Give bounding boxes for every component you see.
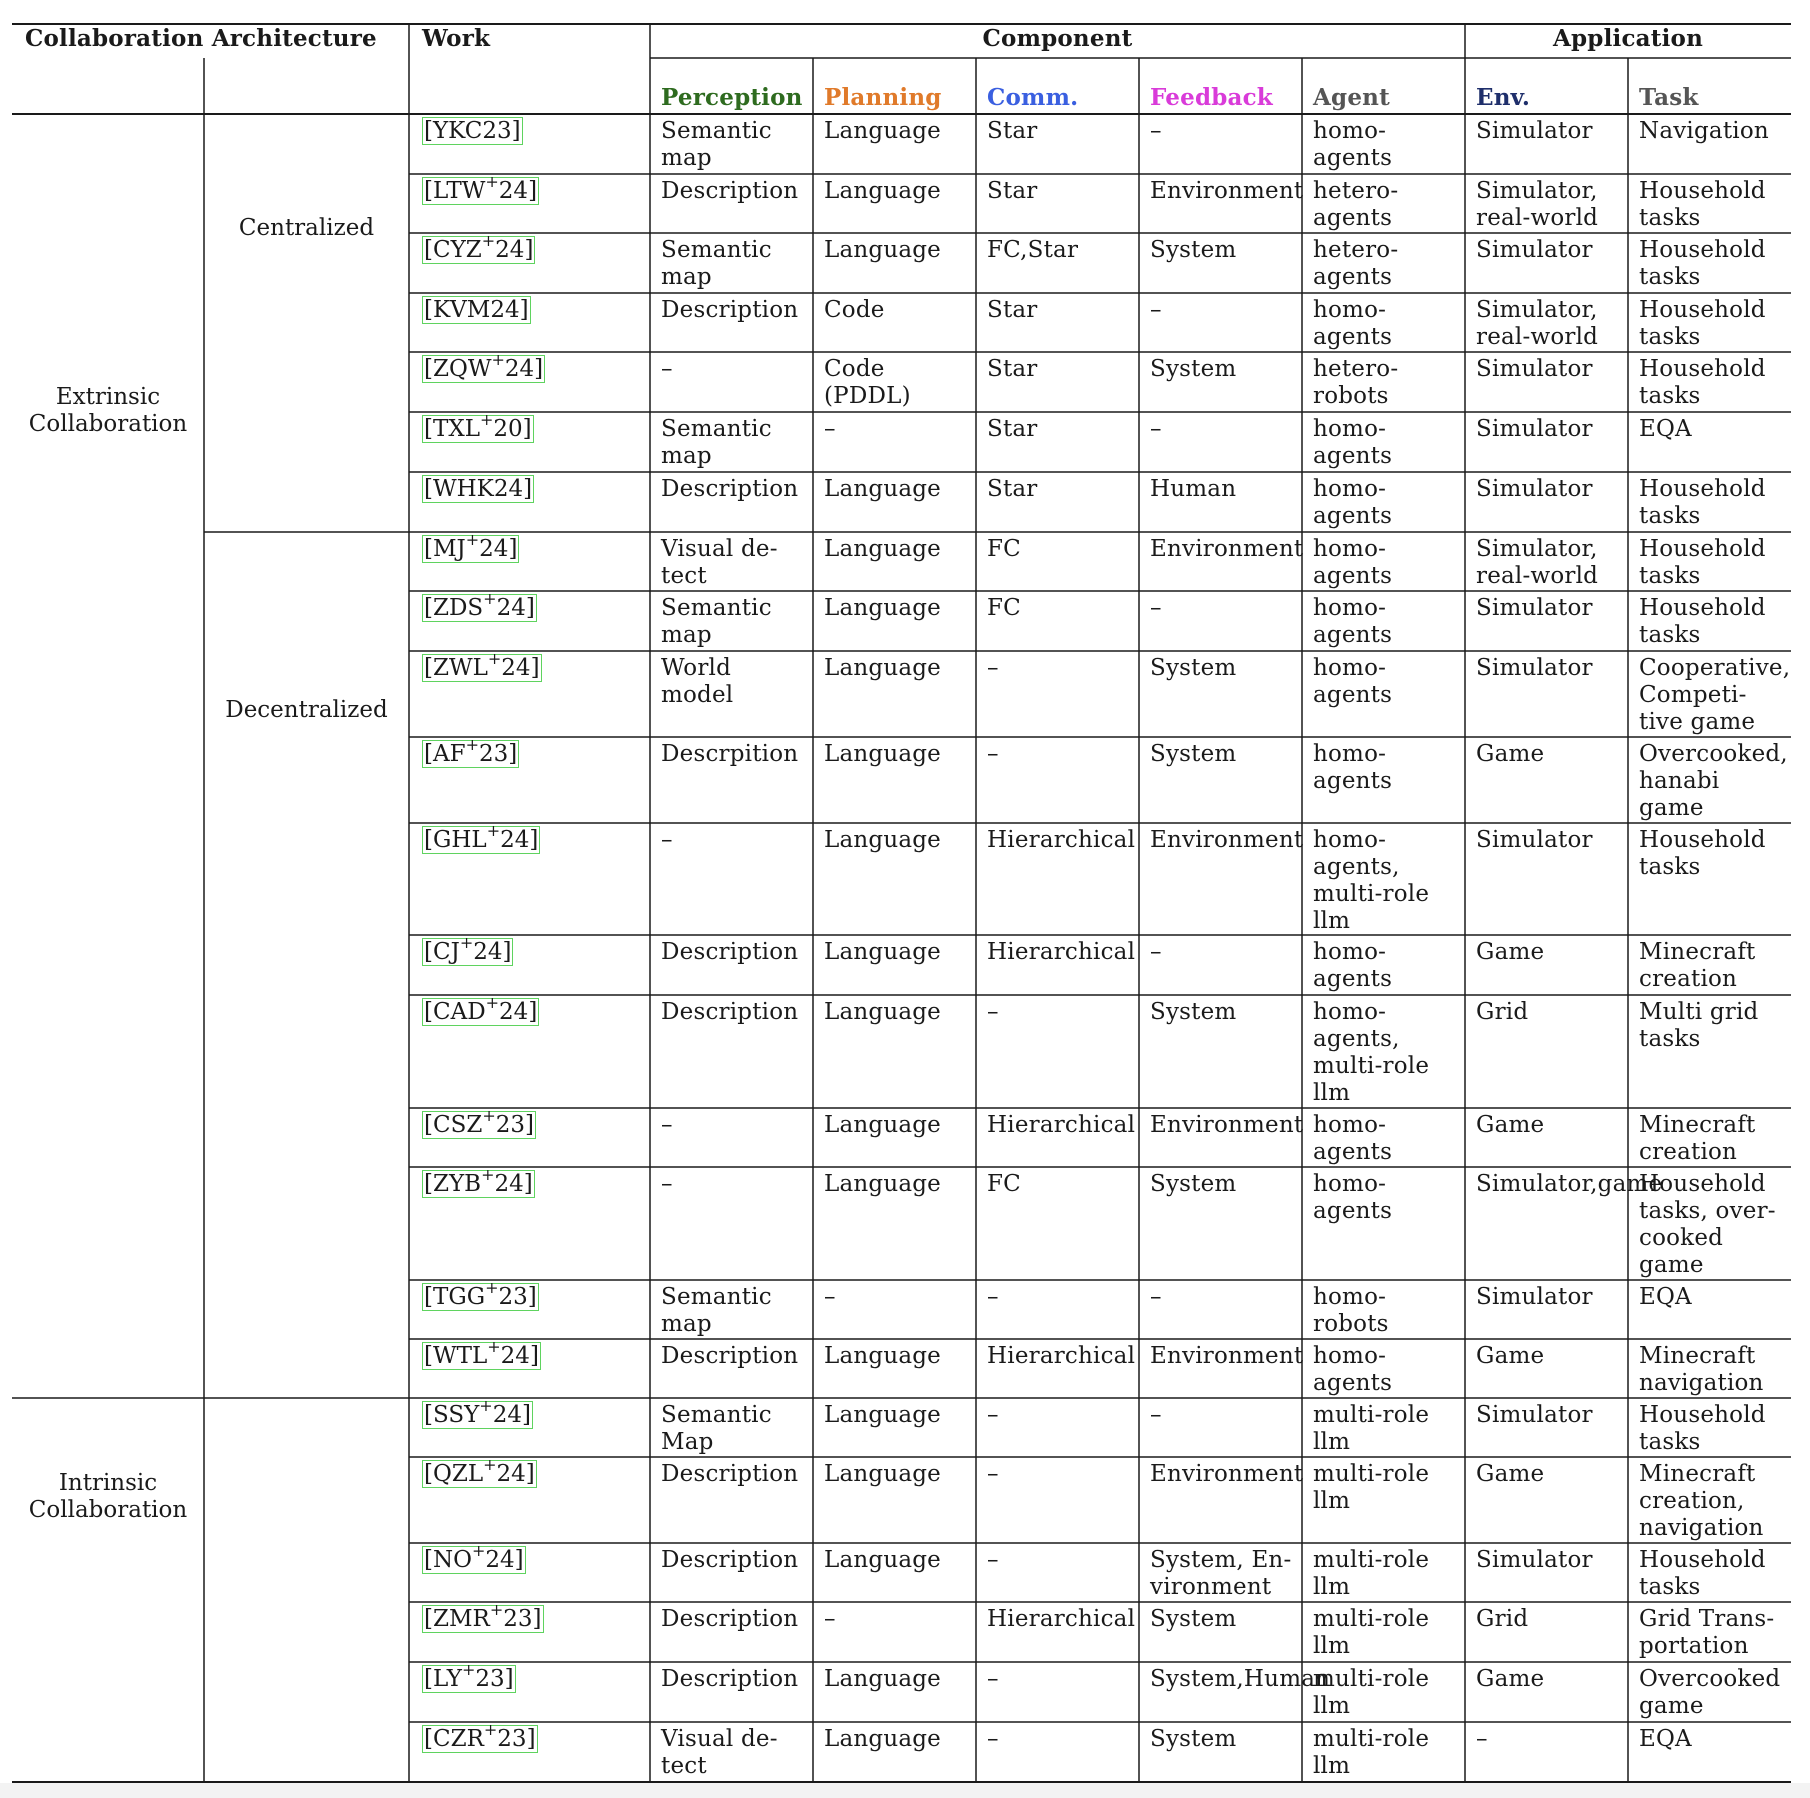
table-cell: Language — [824, 999, 941, 1025]
table-cell: – — [1150, 1402, 1162, 1428]
table-cell: Language — [824, 178, 941, 204]
table-cell: Game — [1476, 939, 1545, 965]
table-cell: – — [824, 416, 836, 442]
table-cell: Simulator, real-world — [1476, 297, 1599, 350]
citation-key: ZDS — [432, 595, 484, 621]
citation-box[interactable]: [MJ+24] — [424, 530, 518, 562]
citation-link[interactable] — [422, 933, 513, 966]
citation-box[interactable]: [WHK24] — [424, 476, 533, 502]
column-header-agent: Agent — [1313, 84, 1390, 111]
table-cell: Language — [824, 1112, 941, 1138]
citation-box[interactable]: [NO+24] — [424, 1541, 524, 1573]
citation-box[interactable]: [ZDS+24] — [424, 589, 535, 621]
citation-link[interactable] — [422, 231, 535, 264]
table-cell: Language — [824, 237, 941, 263]
table-cell: multi-role llm — [1313, 1461, 1430, 1514]
table-cell: homo- agents — [1313, 118, 1393, 171]
table-cell: EQA — [1639, 416, 1692, 442]
citation-link[interactable] — [422, 821, 540, 854]
citation-link[interactable] — [422, 118, 523, 145]
citation-key: LTW — [432, 178, 486, 204]
column-header-comm: Comm. — [987, 84, 1079, 111]
table-cell: EQA — [1639, 1284, 1692, 1310]
table-cell: – — [1150, 297, 1162, 323]
citation-box[interactable]: [CSZ+23] — [424, 1106, 534, 1138]
table-cell: – — [1476, 1726, 1488, 1752]
citation-superscript: + — [465, 735, 479, 755]
table-cell: Language — [824, 1171, 941, 1197]
table-cell: – — [1150, 118, 1162, 144]
table-cell: Descrpition — [661, 741, 799, 767]
table-cell: FC — [987, 536, 1021, 562]
table-cell: hetero- agents — [1313, 237, 1399, 290]
citation-superscript: + — [483, 589, 497, 609]
citation-key: ZMR — [432, 1606, 490, 1632]
table-cell: Visual de- tect — [661, 536, 778, 589]
table-cell: Semantic map — [661, 595, 772, 648]
table-cell: Star — [987, 356, 1038, 382]
table-cell: Description — [661, 1461, 799, 1487]
column-header-perception: Perception — [661, 84, 803, 111]
table-cell: – — [1150, 939, 1162, 965]
table-cell: – — [987, 1666, 999, 1692]
citation-key: CSZ — [432, 1112, 483, 1138]
table-cell: Overcooked game — [1639, 1666, 1781, 1719]
citation-superscript: + — [465, 530, 480, 550]
citation-superscript: + — [471, 1541, 486, 1561]
citation-link[interactable] — [422, 1106, 536, 1139]
citation-superscript: + — [482, 1106, 496, 1126]
citation-year: 24 — [494, 1171, 524, 1197]
table-cell: Environment — [1150, 1461, 1304, 1487]
citation-year: 23 — [497, 1726, 527, 1752]
citation-year: 24 — [499, 999, 529, 1025]
table-cell: Simulator, real-world — [1476, 178, 1599, 231]
citation-box[interactable]: [CAD+24] — [424, 993, 538, 1025]
citation-superscript: + — [485, 993, 500, 1013]
table-cell: homo- agents, multi-role llm — [1313, 827, 1430, 934]
table-cell: multi-role llm — [1313, 1726, 1430, 1779]
table-cell: Language — [824, 536, 941, 562]
table-cell: Code — [824, 297, 885, 323]
citation-key: KVM24 — [432, 297, 520, 323]
citation-link[interactable] — [422, 1455, 537, 1488]
table-cell: Cooperative, Competi- tive game — [1639, 655, 1791, 735]
citation-key: CZR — [432, 1726, 484, 1752]
citation-link[interactable] — [422, 589, 537, 622]
citation-key: WHK24 — [432, 476, 524, 502]
citation-year: 23 — [498, 1284, 528, 1310]
citation-superscript: + — [487, 649, 502, 669]
citation-box[interactable]: [ZMR+23] — [424, 1600, 542, 1632]
citation-link[interactable] — [422, 1660, 516, 1693]
citation-link[interactable] — [422, 1720, 538, 1753]
citation-key: CYZ — [432, 237, 482, 263]
table-cell: multi-role llm — [1313, 1402, 1430, 1455]
table-cell: Household tasks — [1639, 595, 1766, 648]
table-cell: Multi grid tasks — [1639, 999, 1759, 1052]
citation-year: 24 — [500, 1343, 530, 1369]
citation-key: ZWL — [432, 655, 488, 681]
citation-superscript: + — [481, 231, 496, 251]
table-cell: multi-role llm — [1313, 1666, 1430, 1719]
citation-link[interactable] — [422, 1278, 539, 1311]
table-cell: Grid Trans- portation — [1639, 1606, 1775, 1659]
citation-superscript: + — [485, 172, 499, 192]
citation-key: NO — [432, 1547, 472, 1573]
table-cell: Household tasks — [1639, 297, 1766, 350]
table-cell: Description — [661, 297, 799, 323]
citation-key: CAD — [432, 999, 486, 1025]
citation-link[interactable] — [422, 410, 534, 443]
table-cell: homo- agents — [1313, 1171, 1393, 1224]
group-decentralized: Decentralized — [225, 697, 388, 723]
table-cell: Household tasks — [1639, 536, 1766, 589]
table-cell: multi-role llm — [1313, 1547, 1430, 1600]
table-cell: Description — [661, 1606, 799, 1632]
citation-superscript: + — [486, 821, 501, 841]
citation-box[interactable]: [ZYB+24] — [424, 1165, 533, 1197]
table-cell: Human — [1150, 476, 1237, 502]
citation-year: 24 — [479, 536, 509, 562]
table-cell: System — [1150, 1726, 1237, 1752]
table-cell: – — [661, 1171, 673, 1197]
table-cell: – — [661, 827, 673, 853]
group-intrinsic-collaboration: Intrinsic Collaboration — [28, 1470, 188, 1523]
citation-year: 24 — [496, 595, 526, 621]
citation-superscript: + — [483, 1455, 497, 1475]
citation-box[interactable]: [LY+23] — [424, 1660, 514, 1692]
citation-year: 24 — [501, 655, 531, 681]
citation-box[interactable]: [CYZ+24] — [424, 231, 534, 263]
table-cell: Simulator — [1476, 827, 1593, 853]
table-cell: Household tasks — [1639, 476, 1766, 529]
citation-year: 24 — [498, 178, 529, 204]
table-cell: Household tasks — [1639, 1402, 1766, 1455]
table-cell: Simulator — [1476, 1402, 1593, 1428]
table-cell: homo- agents — [1313, 416, 1393, 469]
table-cell: – — [661, 356, 673, 382]
table-cell: Language — [824, 595, 941, 621]
table-cell: Language — [824, 1343, 941, 1369]
header-work: Work — [422, 25, 491, 52]
table-cell: Hierarchical — [987, 1606, 1136, 1632]
table-cell: – — [824, 1606, 836, 1632]
table-cell: – — [987, 1402, 999, 1428]
citation-box[interactable]: [KVM24] — [424, 297, 529, 323]
table-cell: Language — [824, 118, 941, 144]
table-cell: FC,Star — [987, 237, 1079, 263]
citation-link[interactable] — [422, 1396, 533, 1429]
citation-year: 24 — [500, 827, 530, 853]
citation-link[interactable] — [422, 172, 539, 205]
citation-superscript: + — [479, 1396, 493, 1416]
table-cell: Minecraft creation, navigation — [1639, 1461, 1764, 1541]
citation-box[interactable]: [WTL+24] — [424, 1337, 539, 1369]
citation-key: TXL — [432, 416, 480, 442]
table-cell: Simulator — [1476, 1284, 1593, 1310]
table-cell: World model — [661, 655, 734, 708]
citation-box[interactable]: [TXL+20] — [424, 410, 532, 442]
table-cell: – — [1150, 595, 1162, 621]
group-centralized: Centralized — [238, 215, 375, 241]
table-cell: Language — [824, 827, 941, 853]
table-cell: homo- agents, multi-role llm — [1313, 999, 1430, 1106]
header-application: Application — [1552, 25, 1703, 52]
table-cell: Overcooked, hanabi game — [1639, 741, 1788, 821]
table-cell: Description — [661, 476, 799, 502]
citation-key: YKC23 — [432, 118, 512, 144]
table-cell: – — [987, 1547, 999, 1573]
citation-box[interactable]: [CJ+24] — [424, 933, 512, 965]
table-cell: Language — [824, 1461, 941, 1487]
citation-superscript: + — [485, 1278, 499, 1298]
table-cell: Simulator — [1476, 416, 1593, 442]
citation-box[interactable]: [LTW+24] — [424, 172, 538, 204]
table-cell: Environment — [1150, 178, 1304, 204]
table-cell: – — [987, 1461, 999, 1487]
table-cell: homo- agents — [1313, 297, 1393, 350]
table-cell: Semantic map — [661, 237, 772, 290]
table-cell: System — [1150, 1606, 1237, 1632]
citation-year: 24 — [504, 356, 535, 382]
citation-superscript: + — [489, 1600, 504, 1620]
group-extrinsic-collaboration: Extrinsic Collaboration — [28, 384, 188, 437]
citation-box[interactable]: [TGG+23] — [424, 1278, 537, 1310]
table-cell: – — [1150, 416, 1162, 442]
table-cell: – — [987, 741, 999, 767]
table-cell: Simulator,game — [1476, 1171, 1663, 1197]
citation-box[interactable]: [YKC23] — [424, 118, 521, 144]
citation-link[interactable] — [422, 476, 534, 503]
citation-year: 24 — [496, 1461, 526, 1487]
table-cell: Navigation — [1639, 118, 1769, 144]
table-cell: Language — [824, 476, 941, 502]
table-cell: Description — [661, 1547, 799, 1573]
citation-year: 20 — [493, 416, 523, 442]
table-cell: Language — [824, 741, 941, 767]
table-cell: Simulator — [1476, 237, 1593, 263]
citation-key: CJ — [432, 939, 460, 965]
table-cell: Language — [824, 1726, 941, 1752]
table-cell: Game — [1476, 1343, 1545, 1369]
table-cell: FC — [987, 595, 1021, 621]
column-header-task: Task — [1639, 84, 1699, 111]
citation-key: LY — [432, 1666, 462, 1692]
table-cell: hetero- agents — [1313, 178, 1399, 231]
citation-link[interactable] — [422, 1165, 535, 1198]
table-cell: System — [1150, 356, 1237, 382]
header-component: Component — [982, 25, 1133, 52]
citation-link[interactable] — [422, 1600, 544, 1633]
table-cell: System — [1150, 1171, 1237, 1197]
table-cell: Star — [987, 297, 1038, 323]
table-cell: homo- agents — [1313, 655, 1393, 708]
citation-key: WTL — [432, 1343, 488, 1369]
citation-box[interactable]: [ZQW+24] — [424, 350, 544, 382]
citation-year: 24 — [492, 1402, 522, 1428]
table-cell: Simulator — [1476, 1547, 1593, 1573]
citation-link[interactable] — [422, 297, 531, 324]
column-header-feedback: Feedback — [1150, 84, 1273, 111]
table-cell: Minecraft creation — [1639, 1112, 1756, 1165]
citation-box[interactable]: [CZR+23] — [424, 1720, 536, 1752]
table-cell: Grid — [1476, 999, 1529, 1025]
citation-year: 24 — [495, 237, 525, 263]
table-cell: System — [1150, 741, 1237, 767]
table-cell: Star — [987, 118, 1038, 144]
table-cell: Grid — [1476, 1606, 1529, 1632]
table-cell: homo- robots — [1313, 1284, 1389, 1337]
citation-box[interactable]: [GHL+24] — [424, 821, 539, 853]
citation-link[interactable] — [422, 350, 545, 383]
table-cell: Simulator, real-world — [1476, 536, 1599, 589]
table-cell: Semantic map — [661, 416, 772, 469]
table-cell: Simulator — [1476, 476, 1593, 502]
table-cell: Semantic Map — [661, 1402, 772, 1455]
table-cell: Game — [1476, 1666, 1545, 1692]
table-cell: homo- agents — [1313, 939, 1393, 992]
table-cell: Language — [824, 1402, 941, 1428]
column-header-planning: Planning — [824, 84, 942, 111]
table-cell: System — [1150, 237, 1237, 263]
citation-key: QZL — [432, 1461, 484, 1487]
citation-key: TGG — [432, 1284, 486, 1310]
table-cell: Star — [987, 476, 1038, 502]
table-cell: Simulator — [1476, 595, 1593, 621]
table-cell: homo- agents — [1313, 595, 1393, 648]
table-cell: System,Human — [1150, 1666, 1331, 1692]
column-header-env: Env. — [1476, 84, 1531, 111]
table-cell: multi-role llm — [1313, 1606, 1430, 1659]
table-cell: Star — [987, 416, 1038, 442]
table-cell: Environment — [1150, 827, 1304, 853]
citation-key: GHL — [432, 827, 487, 853]
citation-superscript: + — [461, 1660, 476, 1680]
citation-year: 24 — [485, 1547, 515, 1573]
table-cell: homo- agents — [1313, 476, 1393, 529]
table-cell: Environment — [1150, 1343, 1304, 1369]
table-cell: Hierarchical — [987, 827, 1136, 853]
table-cell: System — [1150, 655, 1237, 681]
table-cell: Minecraft creation — [1639, 939, 1756, 992]
table-cell: Household tasks — [1639, 827, 1766, 880]
table-cell: Description — [661, 999, 799, 1025]
table-cell: Language — [824, 655, 941, 681]
citation-superscript: + — [491, 350, 505, 370]
citation-year: 24 — [473, 939, 503, 965]
table-cell: Language — [824, 939, 941, 965]
table-cell: System — [1150, 999, 1237, 1025]
table-cell: homo- agents — [1313, 536, 1393, 589]
citation-superscript: + — [459, 933, 474, 953]
citation-box[interactable]: [ZWL+24] — [424, 649, 540, 681]
table-cell: Hierarchical — [987, 939, 1136, 965]
table-cell: Simulator — [1476, 655, 1593, 681]
table-cell: hetero- robots — [1313, 356, 1399, 409]
citation-link[interactable] — [422, 1541, 526, 1574]
citation-box[interactable]: [AF+23] — [424, 735, 518, 767]
table-cell: – — [987, 999, 999, 1025]
table-cell: – — [824, 1284, 836, 1310]
citation-year: 23 — [478, 741, 509, 767]
citation-link[interactable] — [422, 993, 539, 1026]
table-cell: Household tasks — [1639, 1547, 1766, 1600]
citation-key: ZYB — [432, 1171, 482, 1197]
citation-key: AF — [432, 741, 466, 767]
citation-link[interactable] — [422, 1337, 541, 1370]
citation-superscript: + — [487, 1337, 501, 1357]
table-cell: FC — [987, 1171, 1021, 1197]
table-cell: Visual de- tect — [661, 1726, 778, 1779]
citation-link[interactable] — [422, 649, 542, 682]
citation-year: 23 — [495, 1112, 526, 1138]
table-cell: Environment — [1150, 536, 1304, 562]
citation-key: SSY — [432, 1402, 480, 1428]
citation-link[interactable] — [422, 735, 519, 768]
table-cell: Household tasks — [1639, 356, 1766, 409]
table-cell: homo- agents — [1313, 741, 1393, 794]
table-cell: Language — [824, 1666, 941, 1692]
table-cell: Hierarchical — [987, 1112, 1136, 1138]
table-cell: Game — [1476, 1112, 1545, 1138]
citation-box[interactable]: [QZL+24] — [424, 1455, 535, 1487]
table-cell: Environment — [1150, 1112, 1304, 1138]
table-cell: EQA — [1639, 1726, 1692, 1752]
table-cell: Household tasks — [1639, 178, 1766, 231]
table-cell: Hierarchical — [987, 1343, 1136, 1369]
citation-year: 23 — [475, 1666, 505, 1692]
table-cell: – — [987, 655, 999, 681]
page-bottom-strip — [0, 1783, 1810, 1798]
table-cell: Code (PDDL) — [824, 356, 911, 409]
table-cell: – — [1150, 1284, 1162, 1310]
table-cell: System, En- vironment — [1150, 1547, 1292, 1600]
table-cell: homo- agents — [1313, 1343, 1393, 1396]
table-cell: Game — [1476, 741, 1545, 767]
table-cell: Language — [824, 1547, 941, 1573]
table-cell: homo- agents — [1313, 1112, 1393, 1165]
table-cell: Minecraft navigation — [1639, 1343, 1764, 1396]
citation-superscript: + — [479, 410, 494, 430]
table-cell: Description — [661, 939, 799, 965]
table-cell: – — [661, 1112, 673, 1138]
table-cell: Simulator — [1476, 118, 1593, 144]
citation-superscript: + — [481, 1165, 495, 1185]
citation-link[interactable] — [422, 530, 519, 563]
table-cell: Semantic map — [661, 118, 772, 171]
table-cell: Simulator — [1476, 356, 1593, 382]
header-collaboration-architecture: Collaboration Architecture — [25, 25, 377, 52]
citation-box[interactable]: [SSY+24] — [424, 1396, 531, 1428]
table-cell: Household tasks, over- cooked game — [1639, 1171, 1776, 1278]
citation-year: 23 — [503, 1606, 533, 1632]
citation-key: ZQW — [432, 356, 492, 382]
table-cell: Star — [987, 178, 1038, 204]
table-cell: – — [987, 1284, 999, 1310]
table-cell: Game — [1476, 1461, 1545, 1487]
table-cell: – — [987, 1726, 999, 1752]
table-cell: Description — [661, 1666, 799, 1692]
table-cell: Description — [661, 178, 799, 204]
citation-key: MJ — [432, 536, 466, 562]
table-cell: Semantic map — [661, 1284, 772, 1337]
table-cell: Description — [661, 1343, 799, 1369]
table-cell: Household tasks — [1639, 237, 1766, 290]
citation-superscript: + — [483, 1720, 498, 1740]
